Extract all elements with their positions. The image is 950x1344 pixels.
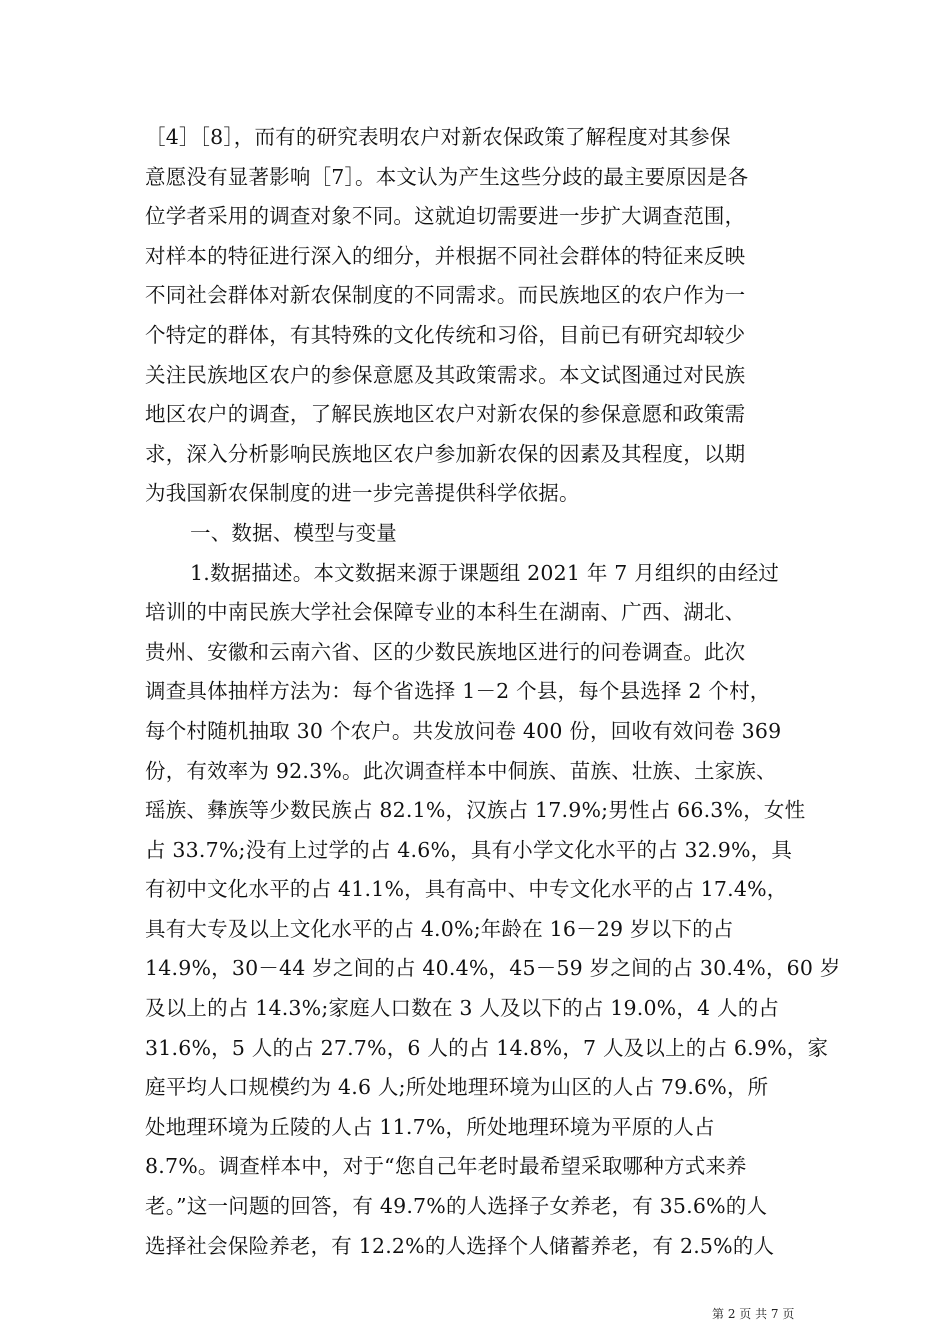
- text-line: 31.6%，5 人的占 27.7%，6 人的占 14.8%，7 人及以上的占 6.9%，家: [145, 1035, 829, 1060]
- text-line: 8.7%。调查样本中，对于“您自己年老时最希望采取哪种方式来养: [145, 1154, 747, 1179]
- text-line: ［4］［8］，而有的研究表明农户对新农保政策了解程度对其参保: [145, 125, 731, 149]
- text-line: 每个村随机抽取 30 个农户。共发放问卷 400 份，回收有效问卷 369: [145, 718, 782, 743]
- text-line: 培训的中南民族大学社会保障专业的本科生在湖南、广西、湖北、: [145, 600, 746, 625]
- body-text: [145, 118, 841, 1266]
- text-line: 关注民族地区农户的参保意愿及其政策需求。本文试图通过对民族: [145, 362, 746, 387]
- text-line: 不同社会群体对新农保制度的不同需求。而民族地区的农户作为一: [145, 283, 746, 308]
- text-line: 老。”这一问题的回答，有 49.7%的人选择子女养老，有 35.6%的人: [145, 1194, 768, 1219]
- text-line: 具有大专及以上文化水平的占 4.0%;年龄在 16－29 岁以下的占: [145, 916, 734, 941]
- text-line: 个特定的群体，有其特殊的文化传统和习俗，目前已有研究却较少: [145, 322, 746, 347]
- text-line: 1.数据描述。本文数据来源于课题组 2021 年 7 月组织的由经过: [190, 560, 780, 585]
- text-line: 及以上的占 14.3%;家庭人口数在 3 人及以下的占 19.0%，4 人的占: [145, 996, 780, 1021]
- text-line: 求，深入分析影响民族地区农户参加新农保的因素及其程度，以期: [145, 441, 746, 466]
- section-heading: 一、数据、模型与变量: [190, 520, 397, 545]
- text-line: 处地理环境为丘陵的人占 11.7%，所处地理环境为平原的人占: [145, 1114, 715, 1139]
- page-number: 第 2 页 共 7 页: [712, 1307, 795, 1321]
- text-line: 为我国新农保制度的进一步完善提供科学依据。: [145, 481, 580, 506]
- text-line: 对样本的特征进行深入的细分，并根据不同社会群体的特征来反映: [145, 243, 746, 268]
- text-line: 地区农户的调查，了解民族地区农户对新农保的参保意愿和政策需: [145, 402, 746, 427]
- text-line: 选择社会保险养老，有 12.2%的人选择个人储蓄养老，有 2.5%的人: [145, 1233, 775, 1258]
- text-line: 瑶族、彝族等少数民族占 82.1%，汉族占 17.9%;男性占 66.3%，女性: [145, 798, 806, 823]
- text-line: 调查具体抽样方法为：每个省选择 1－2 个县，每个县选择 2 个村，: [145, 679, 771, 704]
- text-line: 意愿没有显著影响［7］。本文认为产生这些分歧的最主要原因是各: [145, 164, 749, 189]
- text-line: 占 33.7%;没有上过学的占 4.6%，具有小学文化水平的占 32.9%，具: [145, 837, 793, 862]
- text-line: 份，有效率为 92.3%。此次调查样本中侗族、苗族、壮族、土家族、: [145, 758, 777, 783]
- text-line: 14.9%，30－44 岁之间的占 40.4%，45－59 岁之间的占 30.4%，60 岁: [145, 956, 841, 981]
- text-line: 庭平均人口规模约为 4.6 人;所处地理环境为山区的人占 79.6%，所: [145, 1075, 769, 1100]
- text-line: 有初中文化水平的占 41.1%，具有高中、中专文化水平的占 17.4%，: [145, 877, 788, 902]
- text-line: 位学者采用的调查对象不同。这就迫切需要进一步扩大调查范围，: [145, 204, 746, 229]
- text-line: 贵州、安徽和云南六省、区的少数民族地区进行的问卷调查。此次: [145, 639, 746, 664]
